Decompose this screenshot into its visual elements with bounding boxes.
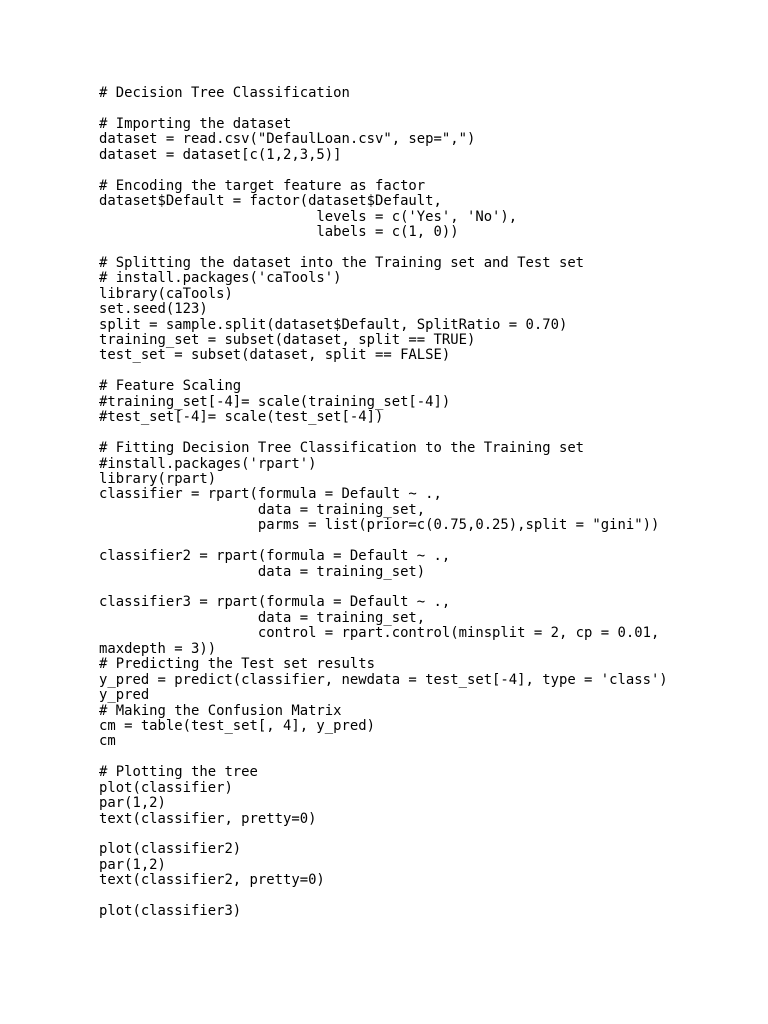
code-line: cm [99,733,116,750]
code-line: set.seed(123) [99,301,208,318]
code-line: y_pred [99,687,150,704]
code-line: # Making the Confusion Matrix [99,702,342,719]
code-line: parms = list(prior=c(0.75,0.25),split = "gini")) [99,517,660,534]
code-line: classifier2 = rpart(formula = Default ~ ., [99,548,451,565]
code-line: data = training_set, [99,501,426,518]
code-line: control = rpart.control(minsplit = 2, cp = 0.01, [99,625,660,642]
code-line [99,580,668,595]
code-line: levels = c('Yes', 'No'), [99,208,518,225]
code-line: text(classifier2, pretty=0) [99,872,325,889]
code-line: dataset = read.csv("DefaulLoan.csv", sep=",") [99,131,476,148]
code-line: data = training_set, [99,609,426,626]
code-line: # install.packages('caTools') [99,270,342,287]
code-line [99,101,668,116]
code-line: #install.packages('rpart') [99,455,317,472]
code-line [99,364,668,379]
code-line: #test_set[-4]= scale(test_set[-4]) [99,409,384,426]
code-line: classifier = rpart(formula = Default ~ ., [99,486,442,503]
code-line: data = training_set) [99,563,426,580]
code-line: par(1,2) [99,795,166,812]
code-line: test_set = subset(dataset, split == FALSE) [99,347,451,364]
code-line: classifier3 = rpart(formula = Default ~ ., [99,594,451,611]
code-line: training_set = subset(dataset, split == TRUE) [99,332,476,348]
code-listing [99,86,668,920]
code-line: # Feature Scaling [99,378,242,395]
code-line: library(caTools) [99,285,233,302]
code-line: # Encoding the target feature as factor [99,177,426,194]
code-line: # Decision Tree Classification [99,85,350,101]
code-line: par(1,2) [99,856,166,873]
code-line: cm = table(test_set[, 4], y_pred) [99,717,375,734]
code-line [99,534,668,549]
code-line: # Predicting the Test set results [99,656,375,673]
code-line: # Importing the dataset [99,115,292,132]
code-line: plot(classifier2) [99,841,242,858]
code-line: # Splitting the dataset into the Training set and Test set [99,254,585,271]
code-line: #training_set[-4]= scale(training_set[-4]) [99,393,451,410]
code-line: maxdepth = 3)) [99,640,217,657]
code-line: dataset$Default = factor(dataset$Default, [99,193,442,210]
code-line: labels = c(1, 0)) [99,223,459,240]
code-line [99,750,668,765]
code-line: # Fitting Decision Tree Classification to the Training set [99,440,585,457]
code-line [99,827,668,842]
code-line: # Plotting the tree [99,764,258,781]
code-line: split = sample.split(dataset$Default, SplitRatio = 0.70) [99,316,568,333]
code-line: dataset = dataset[c(1,2,3,5)] [99,146,342,163]
code-line: plot(classifier) [99,779,233,796]
code-line [99,426,668,441]
code-line [99,240,668,255]
code-line: text(classifier, pretty=0) [99,810,317,827]
code-line: plot(classifier3) [99,903,242,920]
code-line [99,889,668,904]
code-line: y_pred = predict(classifier, newdata = test_set[-4], type = 'class') [99,671,668,688]
code-line [99,163,668,178]
code-line: library(rpart) [99,470,217,487]
